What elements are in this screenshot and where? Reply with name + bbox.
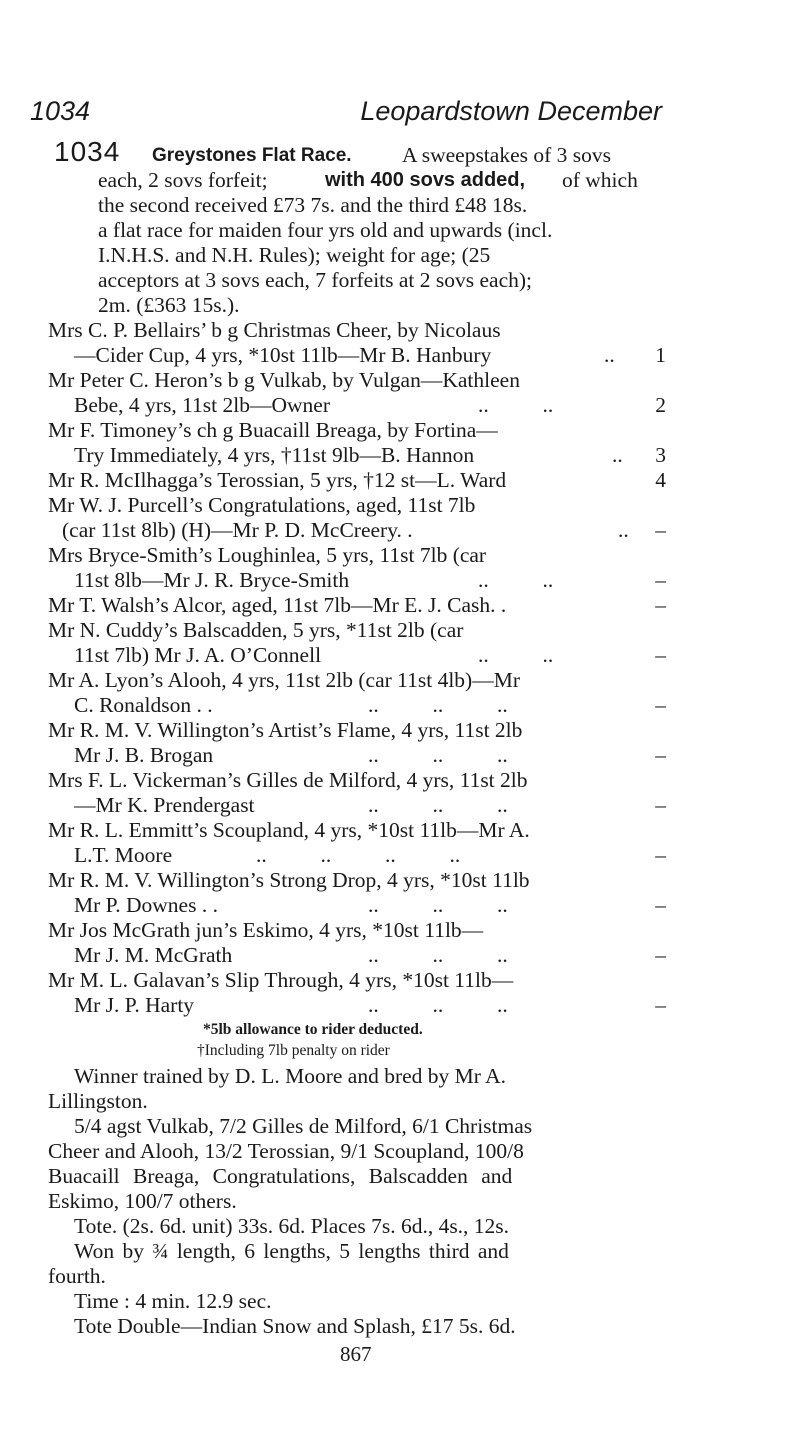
race-conditions-line: 2m. (£363 15s.). (98, 293, 240, 317)
distances-line: fourth. (48, 1264, 106, 1288)
race-name: Greystones Flat Race. (152, 145, 352, 166)
runner-entry: Mr W. J. Purcell’s Congratulations, aged, 11st 7lb (48, 493, 476, 517)
runner-entry: 11st 7lb) Mr J. A. O’Connell .. .. – (74, 643, 666, 667)
trainer-line: Lillingston. (48, 1089, 148, 1113)
race-conditions-line: I.N.H.S. and N.H. Rules); weight for age; (25 (98, 243, 491, 267)
distances-line: Won by ¾ length, 6 lengths, 5 lengths third and (74, 1239, 509, 1263)
runner-entry: Mr T. Walsh’s Alcor, aged, 11st 7lb—Mr E. J. Cash. . – (48, 593, 666, 617)
race-intro: A sweepstakes of 3 sovs (402, 143, 612, 167)
betting-line: 5/4 agst Vulkab, 7/2 Gilles de Milford, 6/1 Christmas (74, 1114, 533, 1138)
race-intro-2-end: of which (562, 168, 638, 192)
finish-position: 4 (655, 468, 666, 492)
page-header (30, 96, 662, 136)
runner-entry: L.T. Moore .. .. .. .. – (74, 843, 666, 867)
finish-position: – (655, 693, 666, 717)
runner-entry: Mr F. Timoney’s ch g Buacaill Breaga, by Fortina— (48, 418, 498, 442)
betting-line: Eskimo, 100/7 others. (48, 1189, 237, 1213)
finish-position: – (655, 943, 666, 967)
runner-entry: Mr Jos McGrath jun’s Eskimo, 4 yrs, *10st 11lb— (48, 918, 484, 942)
race-conditions-line: the second received £73 7s. and the third £48 18s. (98, 193, 528, 217)
finish-position: 3 (655, 443, 666, 467)
runner-entry: (car 11st 8lb) (H)—Mr P. D. McCreery. . .. – (62, 518, 666, 542)
header-title: Leopardstown December (360, 96, 662, 126)
race-heading (0, 136, 790, 168)
runner-entry: —Cider Cup, 4 yrs, *10st 11lb—Mr B. Hanbury .. 1 (74, 343, 666, 367)
race-intro-2: each, 2 sovs forfeit; (98, 168, 268, 192)
runner-entry: Mrs F. L. Vickerman’s Gilles de Milford, 4 yrs, 11st 2lb (48, 768, 528, 792)
footnote-allowance: *5lb allowance to rider deducted. (203, 1021, 423, 1038)
runner-entry: Mr Peter C. Heron’s b g Vulkab, by Vulgan—Kathleen (48, 368, 520, 392)
runner-entry: Mrs Bryce-Smith’s Loughinlea, 5 yrs, 11st 7lb (car (48, 543, 487, 567)
page-number: 867 (340, 1342, 372, 1366)
runner-entry: Mrs C. P. Bellairs’ b g Christmas Cheer, by Nicolaus (48, 318, 501, 342)
finish-position: – (655, 743, 666, 767)
tote-line: Tote. (2s. 6d. unit) 33s. 6d. Places 7s. 6d., 4s., 12s. (74, 1214, 510, 1238)
runner-entry: Try Immediately, 4 yrs, †11st 9lb—B. Hannon .. 3 (74, 443, 666, 467)
runner-entry: C. Ronaldson . . .. .. .. – (74, 693, 666, 717)
runner-entry: Mr A. Lyon’s Alooh, 4 yrs, 11st 2lb (car 11st 4lb)—Mr (48, 668, 520, 692)
race-conditions-line: a flat race for maiden four yrs old and upwards (incl. (98, 218, 553, 242)
runner-entry: Mr R. M. V. Willington’s Artist’s Flame, 4 yrs, 11st 2lb (48, 718, 523, 742)
finish-position: 1 (655, 343, 666, 367)
footnote-penalty: †Including 7lb penalty on rider (197, 1042, 390, 1059)
race-conditions-line (0, 168, 790, 193)
finish-position: – (655, 568, 666, 592)
runner-entry: Mr J. M. McGrath .. .. .. – (74, 943, 666, 967)
race-number: 1034 (54, 136, 121, 167)
runner-entry: Mr N. Cuddy’s Balscadden, 5 yrs, *11st 2lb (car (48, 618, 464, 642)
runner-entry: Bebe, 4 yrs, 11st 2lb—Owner .. .. 2 (74, 393, 666, 417)
runner-entry: Mr J. P. Harty .. .. .. – (74, 993, 666, 1017)
finish-position: – (655, 843, 666, 867)
finish-position: 2 (655, 393, 666, 417)
race-conditions-line: acceptors at 3 sovs each, 7 forfeits at 2 sovs each); (98, 268, 533, 292)
finish-position: – (655, 793, 666, 817)
added-money: with 400 sovs added, (325, 169, 526, 191)
runner-entry: Mr P. Downes . . .. .. .. – (74, 893, 666, 917)
finish-position: – (655, 593, 666, 617)
runner-entry: Mr R. M. V. Willington’s Strong Drop, 4 yrs, *10st 11lb (48, 868, 530, 892)
runner-entry: Mr R. McIlhagga’s Terossian, 5 yrs, †12 st—L. Ward 4 (48, 468, 666, 492)
runner-entry: Mr J. B. Brogan .. .. .. – (74, 743, 666, 767)
finish-position: – (655, 893, 666, 917)
header-race-ref: 1034 (30, 96, 91, 126)
time-line: Time : 4 min. 12.9 sec. (74, 1289, 272, 1313)
finish-position: – (655, 518, 666, 542)
runner-entry: Mr R. L. Emmitt’s Scoupland, 4 yrs, *10st 11lb—Mr A. (48, 818, 530, 842)
runner-entry: —Mr K. Prendergast .. .. .. – (74, 793, 666, 817)
trainer-line: Winner trained by D. L. Moore and bred by Mr A. (74, 1064, 507, 1088)
runner-entry: Mr M. L. Galavan’s Slip Through, 4 yrs, *10st 11lb— (48, 968, 514, 992)
betting-line: Cheer and Alooh, 13/2 Terossian, 9/1 Scoupland, 100/8 (48, 1139, 524, 1163)
finish-position: – (655, 643, 666, 667)
runner-entry: 11st 8lb—Mr J. R. Bryce-Smith .. .. – (74, 568, 666, 592)
betting-line: Buacaill Breaga, Congratulations, Balscadden and (48, 1164, 513, 1188)
tote-double-line: Tote Double—Indian Snow and Splash, £17 5s. 6d. (74, 1314, 516, 1338)
finish-position: – (655, 993, 666, 1017)
